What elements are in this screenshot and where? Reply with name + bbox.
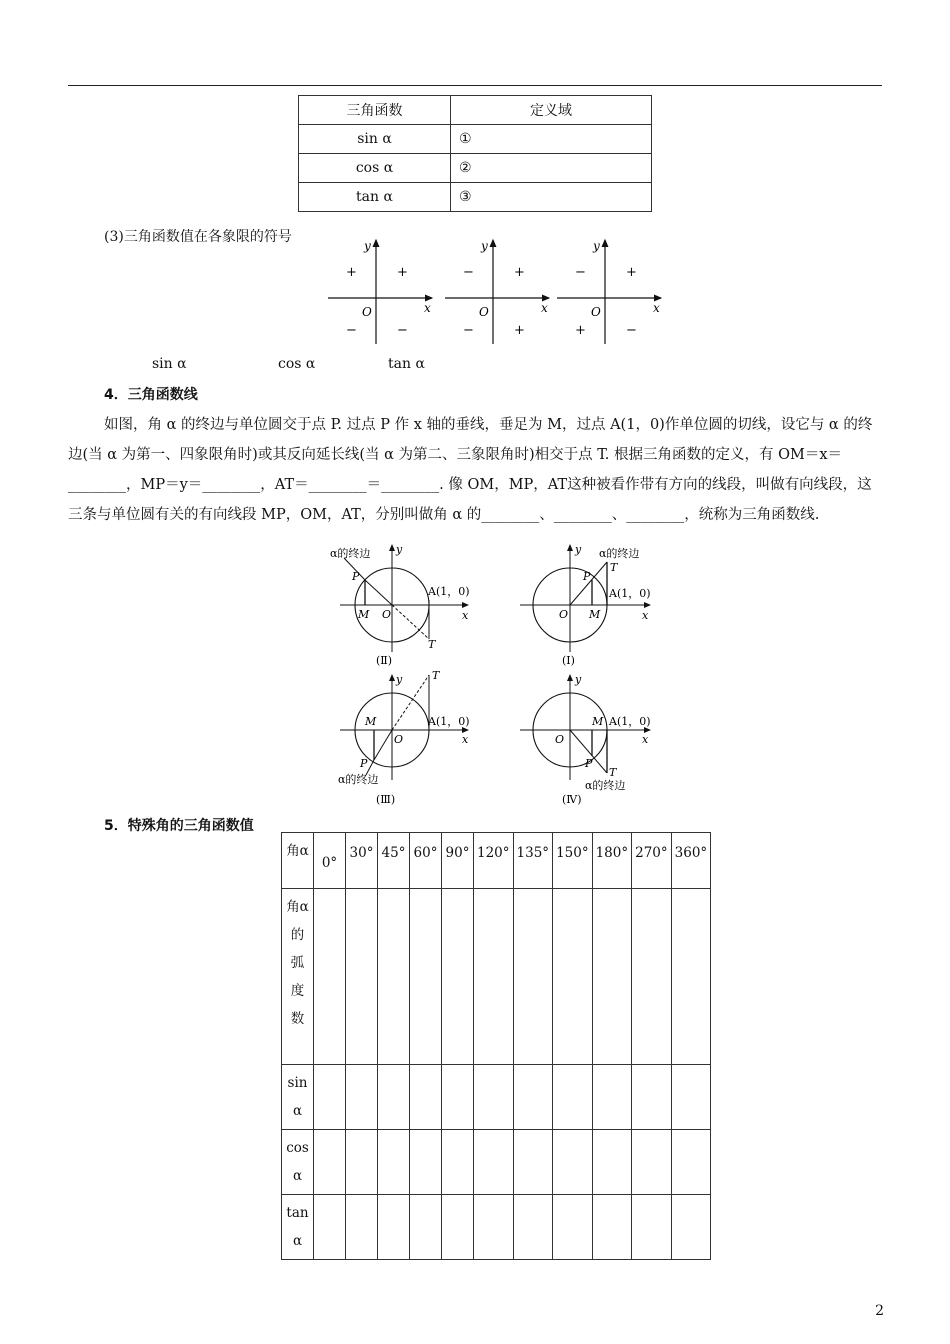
sin-chart-label: sin α <box>152 356 187 372</box>
table-row <box>282 1195 711 1260</box>
x-label: x <box>462 609 469 622</box>
t-label: T <box>428 638 436 651</box>
angle-cell: 90° <box>442 833 474 889</box>
page-number: 2 <box>875 1303 884 1319</box>
terminal-side-label: α的终边 <box>330 547 371 560</box>
y-axis-label: y <box>593 239 600 253</box>
sign-q4: − <box>626 323 637 338</box>
sign-q4: − <box>397 323 408 338</box>
t-label: T <box>432 669 440 682</box>
x-label: x <box>642 609 649 622</box>
table-row <box>282 1065 711 1130</box>
terminal-side-label: α的终边 <box>585 779 626 792</box>
p-label: P <box>352 570 360 583</box>
diagram-quadrant-2 <box>330 543 470 667</box>
angle-cell: 30° <box>346 833 378 889</box>
sign-q2: + <box>346 265 357 280</box>
tan-sign-chart <box>557 239 661 344</box>
angle-cell: 0° <box>314 833 346 889</box>
a-label: A(1，0) <box>609 715 651 728</box>
y-label: y <box>396 543 403 556</box>
y-axis-label: y <box>481 239 488 253</box>
sign-q3: − <box>463 323 474 338</box>
fn-cell: tan α <box>299 183 451 212</box>
y-label: y <box>575 673 582 686</box>
angle-cell: 180° <box>592 833 632 889</box>
fn-cell: sin α <box>299 125 451 154</box>
angle-header-row <box>282 833 711 889</box>
angle-cell: 45° <box>378 833 410 889</box>
table-row <box>299 125 652 154</box>
row-header: 角α <box>282 833 314 889</box>
origin-label: O <box>479 305 489 319</box>
sign-q3: − <box>346 323 357 338</box>
cos-chart-label: cos α <box>278 356 316 372</box>
angle-cell: 150° <box>553 833 593 889</box>
m-label: M <box>592 715 604 728</box>
x-label: x <box>642 733 649 746</box>
tan-chart-label: tan α <box>388 356 425 372</box>
row-header: tan α <box>282 1195 314 1260</box>
section4-title: 4．三角函数线 <box>104 387 198 403</box>
section4-paragraph: 如图，角 α 的终边与单位圆交于点 P. 过点 P 作 x 轴的垂线，垂足为 M，过点 A(1，0)作单位圆的切线，设它与 α 的终边(当 α 为第一、四象限角时)或其反向延长线(当 α 为第二、三象限角时)相交于点 T. 根据三角函数的定义，有 OM＝x＝________，MP＝y＝________，AT＝________＝________. 像 OM，MP，AT这种被看作带有方向的线段，叫做有向线段，这三条与单位圆有关的有向线段 MP，OM，AT，分别叫做角 α 的________、________、________，统称为三角函数线. <box>68 417 873 523</box>
section5-title: 5．特殊角的三角函数值 <box>104 818 254 834</box>
sign-q1: + <box>514 265 525 280</box>
diagram-quadrant-4 <box>520 673 651 806</box>
angle-cell: 60° <box>410 833 442 889</box>
p-label: P <box>583 570 591 583</box>
row-header: 角α的弧度数 <box>282 889 314 1065</box>
m-label: M <box>358 608 370 621</box>
domain-cell: ② <box>451 154 652 183</box>
a-label: A(1，0) <box>609 587 651 600</box>
top-rule <box>68 85 882 86</box>
y-axis-label: y <box>364 239 371 253</box>
diagram-quadrant-1 <box>520 543 651 667</box>
x-axis-label: x <box>541 301 548 315</box>
terminal-side-label: α的终边 <box>599 547 640 560</box>
sign-q1: + <box>397 265 408 280</box>
domain-table <box>298 95 652 212</box>
x-axis-label: x <box>424 301 431 315</box>
terminal-side-label: α的终边 <box>338 773 379 786</box>
sin-sign-chart <box>328 239 432 344</box>
table-row <box>299 183 652 212</box>
o-label: O <box>555 733 565 746</box>
sign-q1: + <box>626 265 637 280</box>
angle-cell: 135° <box>513 833 553 889</box>
table-header-row <box>299 96 652 125</box>
origin-label: O <box>591 305 601 319</box>
y-label: y <box>575 543 582 556</box>
o-label: O <box>394 733 404 746</box>
table-row <box>282 889 711 1065</box>
fn-cell: cos α <box>299 154 451 183</box>
m-label: M <box>589 608 601 621</box>
table-row <box>299 154 652 183</box>
domain-cell: ③ <box>451 183 652 212</box>
caption: (Ⅰ) <box>562 654 575 667</box>
row-header: sin α <box>282 1065 314 1130</box>
table-row <box>282 1130 711 1195</box>
x-axis-label: x <box>653 301 660 315</box>
caption: (Ⅳ) <box>562 793 582 806</box>
table-header-domain: 定义域 <box>451 96 652 125</box>
p-label: P <box>585 757 593 770</box>
origin-label: O <box>362 305 372 319</box>
domain-cell: ① <box>451 125 652 154</box>
t-label: T <box>610 561 618 574</box>
a-label: A(1，0) <box>428 585 470 598</box>
o-label: O <box>559 608 569 621</box>
caption: (Ⅱ) <box>376 654 393 667</box>
a-label: A(1，0) <box>428 715 470 728</box>
angle-cell: 360° <box>671 833 711 889</box>
diagram-quadrant-3 <box>338 669 470 806</box>
x-label: x <box>462 733 469 746</box>
p-label: P <box>360 757 368 770</box>
section3-title: (3)三角函数值在各象限的符号 <box>104 229 292 245</box>
table-header-fn: 三角函数 <box>299 96 451 125</box>
special-angles-table <box>281 832 711 1260</box>
o-label: O <box>382 608 392 621</box>
angle-cell: 120° <box>474 833 514 889</box>
y-label: y <box>396 673 403 686</box>
caption: (Ⅲ) <box>376 793 396 806</box>
sign-q2: − <box>463 265 474 280</box>
m-label: M <box>365 715 377 728</box>
sign-charts <box>320 236 670 348</box>
sign-q3: + <box>575 323 586 338</box>
angle-cell: 270° <box>632 833 672 889</box>
sign-q4: + <box>514 323 525 338</box>
row-header: cos α <box>282 1130 314 1195</box>
unit-circle-diagrams <box>330 540 660 810</box>
sign-q2: − <box>575 265 586 280</box>
t-label: T <box>609 766 617 779</box>
cos-sign-chart <box>445 239 549 344</box>
